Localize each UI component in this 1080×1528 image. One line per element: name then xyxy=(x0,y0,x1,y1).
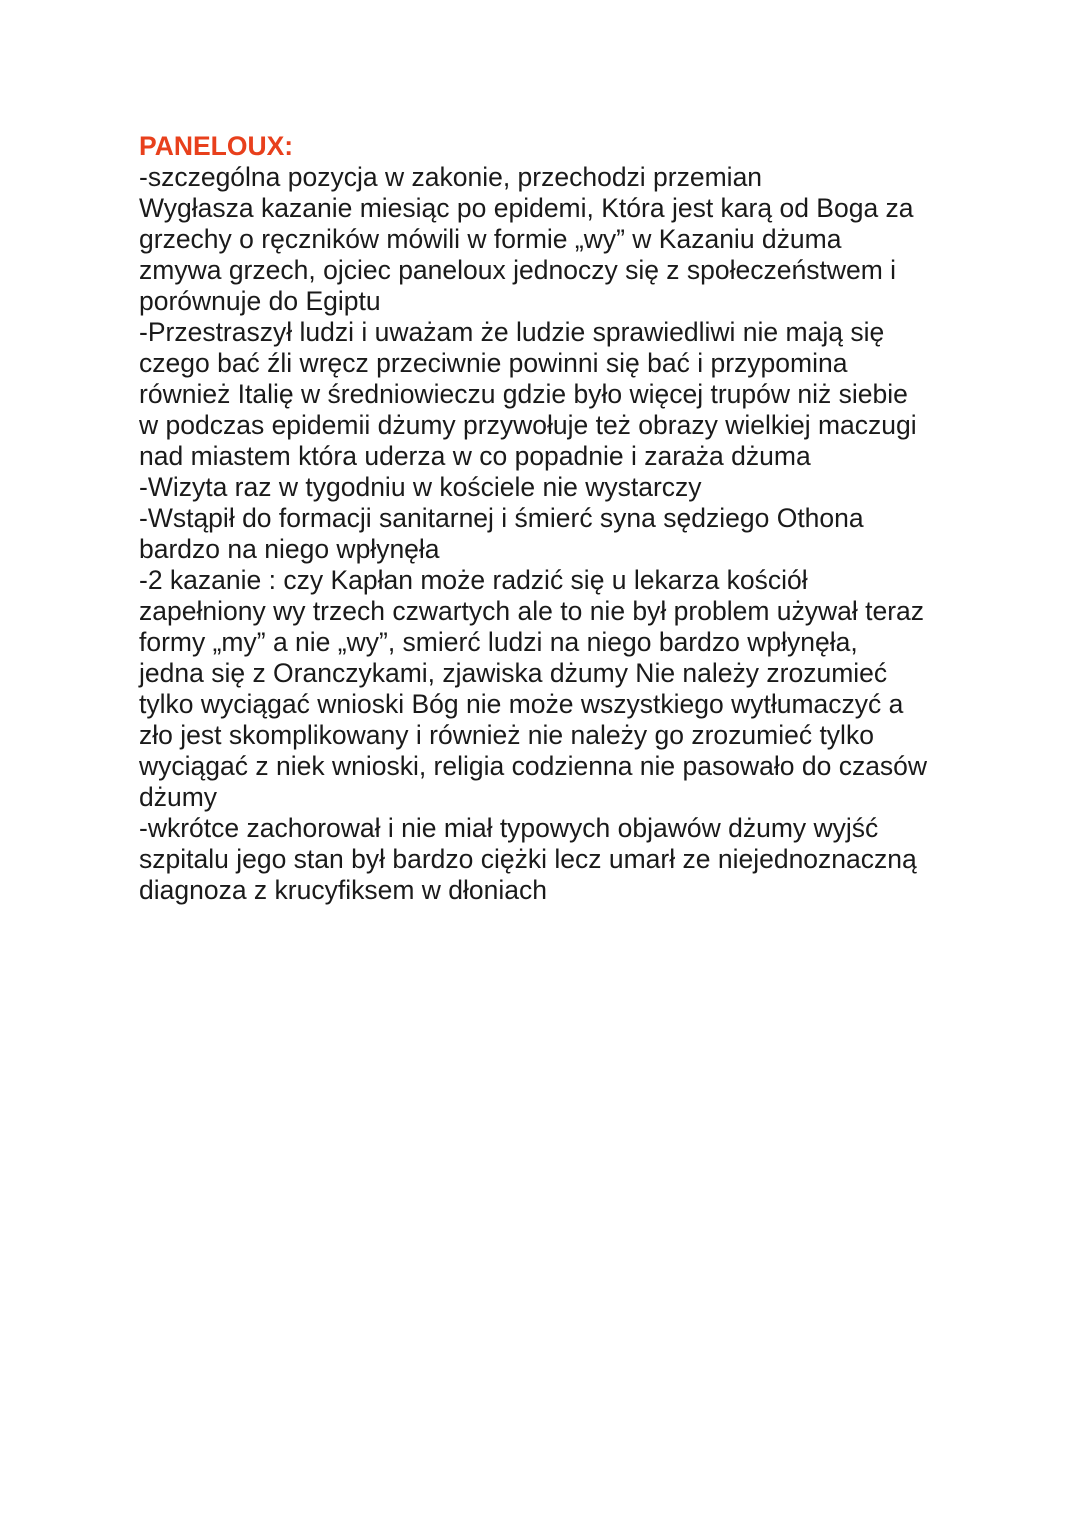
text-line: -2 kazanie : czy Kapłan może radzić się u lekarza kościół xyxy=(139,565,808,595)
text-line: jedna się z Oranczykami, zjawiska dżumy Nie należy zrozumieć xyxy=(139,658,888,688)
text-line: tylko wyciągać wnioski Bóg nie może wszystkiego wytłumaczyć a xyxy=(139,689,904,719)
paragraph-block xyxy=(139,162,969,906)
text-line: -szczególna pozycja w zakonie, przechodzi przemian xyxy=(139,162,763,192)
text-line: w podczas epidemii dżumy przywołuje też obrazy wielkiej maczugi xyxy=(139,410,917,440)
text-line: zapełniony wy trzech czwartych ale to nie był problem używał teraz xyxy=(139,596,925,626)
text-line: grzechy o ręczników mówili w formie „wy” w Kazaniu dżuma xyxy=(139,224,842,254)
text-line: nad miastem która uderza w co popadnie i zaraża dżuma xyxy=(139,441,811,471)
document-body xyxy=(139,131,969,906)
text-line: czego bać źli wręcz przeciwnie powinni się bać i przypomina xyxy=(139,348,848,378)
text-line: dżumy xyxy=(139,782,218,812)
text-line: wyciągać z niek wnioski, religia codzienna nie pasowało do czasów xyxy=(139,751,928,781)
section-heading: PANELOUX: xyxy=(139,131,294,161)
text-line: Wygłasza kazanie miesiąc po epidemi, Która jest karą od Boga za xyxy=(139,193,914,223)
text-line: diagnoza z krucyfiksem w dłoniach xyxy=(139,875,547,905)
text-line: bardzo na niego wpłynęła xyxy=(139,534,440,564)
text-line: -wkrótce zachorował i nie miał typowych objawów dżumy wyjść xyxy=(139,813,879,843)
text-line: porównuje do Egiptu xyxy=(139,286,381,316)
text-line: również Italię w średniowieczu gdzie było więcej trupów niż siebie xyxy=(139,379,908,409)
text-line: formy „my” a nie „wy”, smierć ludzi na niego bardzo wpłynęła, xyxy=(139,627,858,657)
text-line: zło jest skomplikowany i również nie należy go zrozumieć tylko xyxy=(139,720,874,750)
text-line: szpitalu jego stan był bardzo ciężki lecz umarł ze niejednoznaczną xyxy=(139,844,917,874)
text-line: -Wizyta raz w tygodniu w kościele nie wystarczy xyxy=(139,472,702,502)
text-line: zmywa grzech, ojciec paneloux jednoczy się z społeczeństwem i xyxy=(139,255,897,285)
text-line: -Wstąpił do formacji sanitarnej i śmierć syna sędziego Othona xyxy=(139,503,864,533)
text-line: -Przestraszył ludzi i uważam że ludzie sprawiedliwi nie mają się xyxy=(139,317,885,347)
